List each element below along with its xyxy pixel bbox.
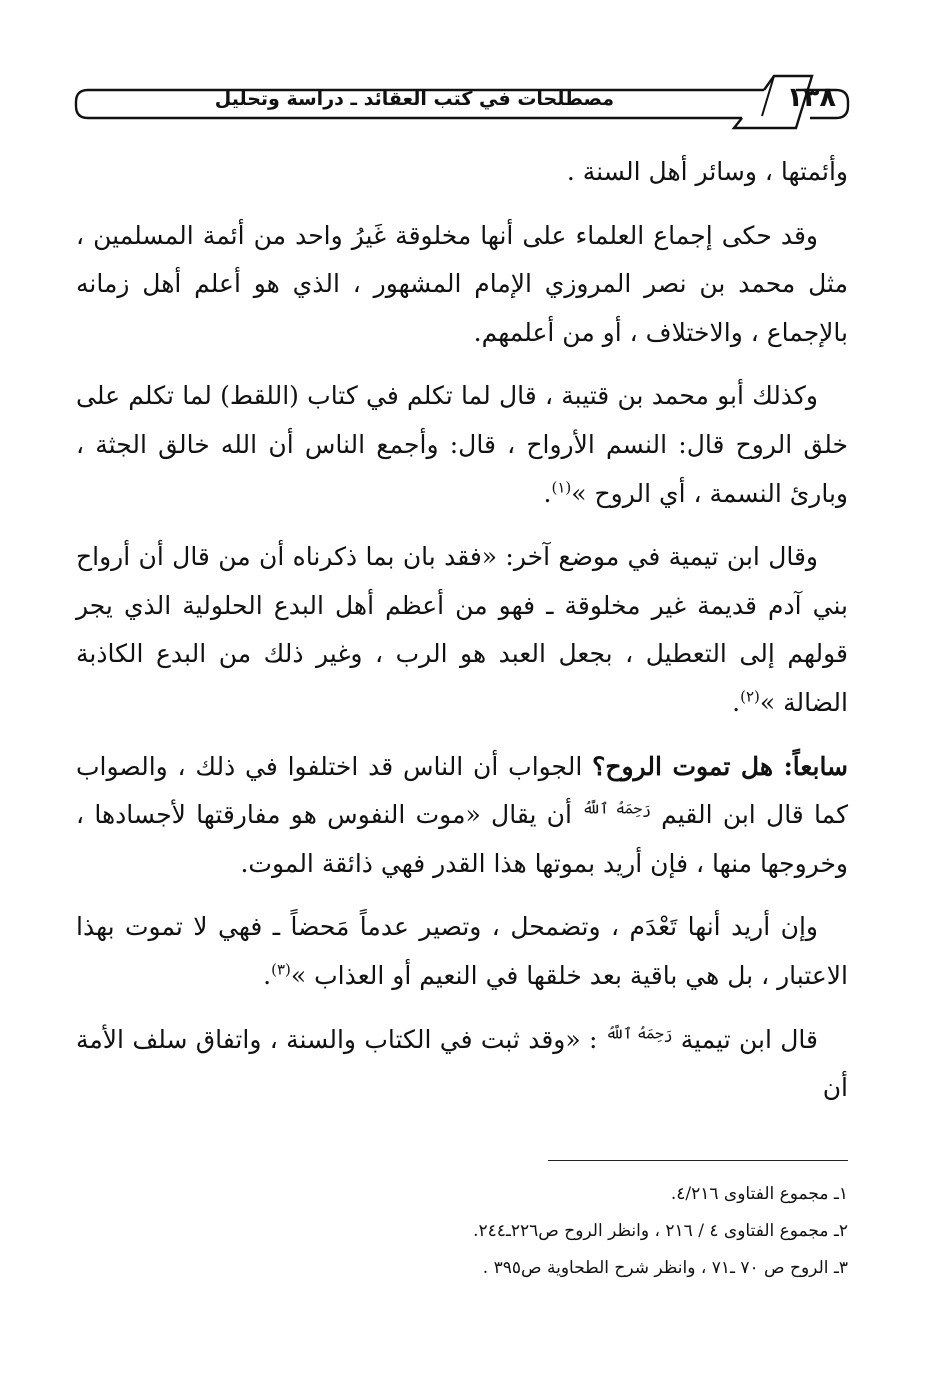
footnote-2: ٢ـ مجموع الفتاوى ٤ / ٢١٦ ، وانظر الروح ص٢٢٦ـ٢٤٤.: [473, 1221, 848, 1241]
footnote-divider: [548, 1160, 848, 1161]
honorific-glyph: رَحِمَهُ ٱللَّهُ: [605, 1024, 673, 1043]
paragraph-3: [76, 372, 848, 518]
paragraph-text: : «وقد ثبت في الكتاب والسنة ، واتفاق سلف الأمة أن: [76, 1024, 848, 1103]
header-title: مصطلحات في كتب العقائد ـ دراسة وتحليل: [214, 88, 614, 110]
paragraph-end: .: [263, 960, 272, 990]
footnote-ref-2[interactable]: (٢): [740, 687, 760, 706]
section-heading: سابعاً: هل تموت الروح؟: [592, 751, 849, 781]
paragraph-text: وإن أريد أنها تَعْدَم ، وتضمحل ، وتصير عدماً مَحضاً ـ فهي لا تموت بهذا الاعتبار ، بل هي باقية بعد خلقها في النعيم أو العذاب »: [76, 912, 848, 990]
paragraph-1: [76, 148, 848, 197]
paragraph-end: .: [732, 687, 741, 717]
footnotes: [300, 1176, 848, 1287]
paragraph-5: [76, 743, 848, 889]
paragraph-6: [76, 903, 848, 1000]
paragraph-text: أن يقال «موت النفوس هو مفارقتها لأجسادها ، وخروجها منها ، فإن أريد بموتها هذا القدر فهي ذائقة الموت.: [76, 800, 848, 878]
paragraph-4: [76, 533, 848, 727]
paragraph-text: وأئمتها ، وسائر أهل السنة .: [566, 157, 848, 186]
footnote-ref-3[interactable]: (٣): [271, 960, 291, 979]
paragraph-text: وكذلك أبو محمد بن قتيبة ، قال لما تكلم في كتاب (اللقط) لما تكلم على خلق الروح قال: النسم الأرواح ، قال: وأجمع الناس أن الله خالق الجثة ، وبارئ النسمة ، أي الروح »: [76, 381, 848, 508]
footnote-ref-1[interactable]: (١): [551, 478, 572, 497]
paragraph-7: [76, 1016, 848, 1113]
paragraph-2: [76, 212, 848, 358]
running-header: [74, 72, 850, 130]
paragraph-text: وقد حكى إجماع العلماء على أنها مخلوقة غَيرُ واحد من أئمة المسلمين ، مثل محمد بن نصر المروزي الإمام المشهور ، الذي هو أعلم أهل زمانه بالإجماع ، والاختلاف ، أو من أعلمهم.: [76, 220, 848, 347]
page-number: ١٣٨: [786, 82, 836, 113]
paragraph-text: الجواب أن الناس قد اختلفوا في ذلك ، والصواب كما قال ابن القيم: [76, 751, 848, 830]
paragraph-end: .: [543, 478, 552, 508]
honorific-glyph: رَحِمَهُ ٱللَّهُ: [582, 799, 651, 818]
main-text: [76, 148, 848, 1113]
paragraph-text: قال ابن تيمية: [672, 1024, 818, 1054]
footnote-3: ٣ـ الروح ص ٧٠ ـ٧١ ، وانظر شرح الطحاوية ص٣٩٥ .: [482, 1258, 848, 1278]
paragraph-text: وقال ابن تيمية في موضع آخر: «فقد بان بما ذكرناه أن من قال أن أرواح بني آدم قديمة غير مخلوقة ـ فهو من أعظم أهل البدع الحلولية الذي يجر قولهم إلى التعطيل ، بجعل العبد هو الرب ، وغير ذلك من البدع الكاذبة الضالة »: [76, 542, 848, 717]
footnote-1: ١ـ مجموع الفتاوى ٤/٢١٦.: [670, 1184, 848, 1204]
